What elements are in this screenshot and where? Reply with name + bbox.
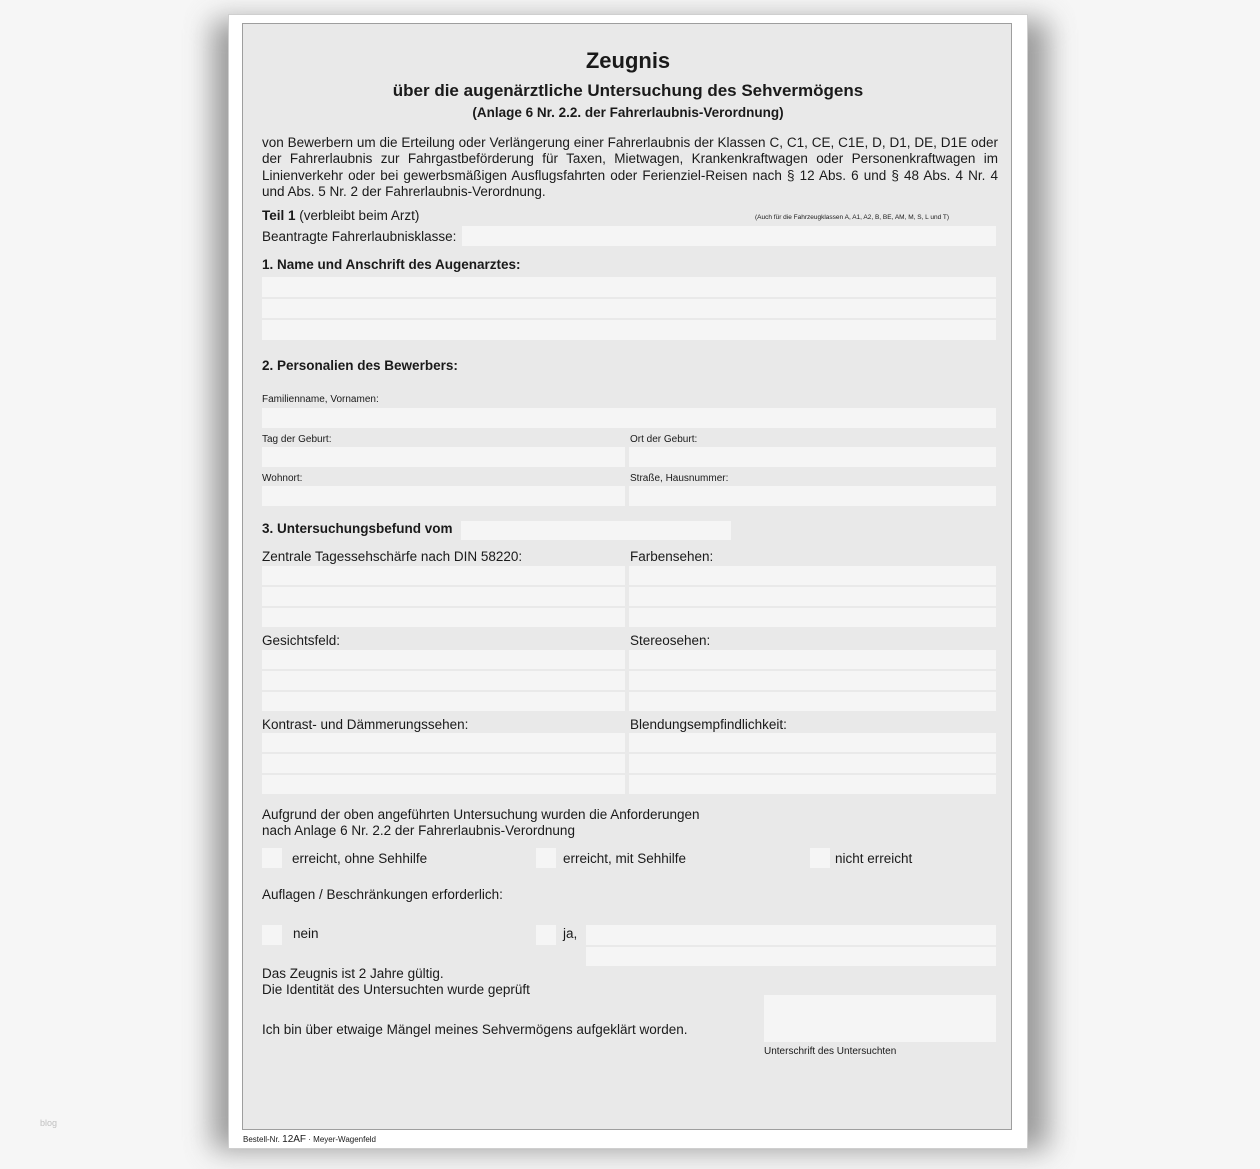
part-label: Teil 1 xyxy=(262,208,296,223)
contrast-line-1[interactable] xyxy=(262,733,625,752)
exam-date-field[interactable] xyxy=(461,521,731,540)
publisher-name: · Meyer-Wagenfeld xyxy=(308,1135,377,1144)
option-with-glasses-label: erreicht, mit Sehhilfe xyxy=(563,851,687,866)
street-field[interactable] xyxy=(629,486,996,506)
checkbox-restrictions-no[interactable] xyxy=(262,925,282,945)
pob-label: Ort der Geburt: xyxy=(630,434,698,445)
acuity-line-2[interactable] xyxy=(262,587,625,606)
visual-field-line-3[interactable] xyxy=(262,692,625,711)
order-number-prefix: Bestell-Nr. xyxy=(243,1135,280,1144)
checkbox-without-glasses[interactable] xyxy=(262,848,282,868)
restrictions-question: Auflagen / Beschränkungen erforderlich: xyxy=(262,887,503,902)
glare-line-2[interactable] xyxy=(629,754,996,773)
checkbox-not-met[interactable] xyxy=(810,848,830,868)
stereo-vision-line-1[interactable] xyxy=(629,650,996,669)
option-without-glasses-label: erreicht, ohne Sehhilfe xyxy=(292,851,428,866)
ophthalmologist-line-2[interactable] xyxy=(262,299,996,318)
acuity-line-3[interactable] xyxy=(262,608,625,627)
visual-field-line-2[interactable] xyxy=(262,671,625,690)
visual-field-line-1[interactable] xyxy=(262,650,625,669)
form-reference: (Anlage 6 Nr. 2.2. der Fahrerlaubnis-Verordnung) xyxy=(472,105,784,120)
section2-heading: 2. Personalien des Bewerbers: xyxy=(262,358,458,373)
acuity-line-1[interactable] xyxy=(262,566,625,585)
restrictions-line-2[interactable] xyxy=(586,947,996,966)
requirements-line-2: nach Anlage 6 Nr. 2.2 der Fahrerlaubnis-Verordnung xyxy=(262,823,575,838)
form-title: Zeugnis xyxy=(585,48,671,73)
declaration-text: Ich bin über etwaige Mängel meines Sehvermögens aufgeklärt worden. xyxy=(262,1022,688,1037)
checkbox-with-glasses[interactable] xyxy=(536,848,556,868)
blog-watermark: blog xyxy=(40,1118,58,1128)
ophthalmologist-line-1[interactable] xyxy=(262,277,996,297)
glare-line-3[interactable] xyxy=(629,775,996,794)
ophthalmologist-line-3[interactable] xyxy=(262,320,996,340)
color-vision-line-3[interactable] xyxy=(629,608,996,627)
dob-label: Tag der Geburt: xyxy=(262,434,332,445)
pob-field[interactable] xyxy=(629,447,996,467)
glare-label: Blendungsempfindlichkeit: xyxy=(630,717,787,732)
applicant-name-field[interactable] xyxy=(262,408,996,428)
contrast-line-3[interactable] xyxy=(262,775,625,794)
color-vision-line-2[interactable] xyxy=(629,587,996,606)
restrictions-line-1[interactable] xyxy=(586,925,996,945)
signature-field[interactable] xyxy=(764,995,996,1042)
stereo-vision-line-3[interactable] xyxy=(629,692,996,711)
dob-field[interactable] xyxy=(262,447,625,467)
requirements-line-1: Aufgrund der oben angeführten Untersuchung wurden die Anforderungen xyxy=(262,807,700,822)
option-not-met-label: nicht erreicht xyxy=(835,851,913,866)
signature-label: Unterschrift des Untersuchten xyxy=(764,1046,897,1057)
name-label: Familienname, Vornamen: xyxy=(262,394,379,405)
validity-line-2: Die Identität des Untersuchten wurde geprüft xyxy=(262,982,530,997)
contrast-label: Kontrast- und Dämmerungssehen: xyxy=(262,717,469,732)
acuity-label: Zentrale Tagessehschärfe nach DIN 58220: xyxy=(262,549,523,564)
glare-line-1[interactable] xyxy=(629,733,996,752)
stereo-vision-label: Stereosehen: xyxy=(630,633,711,648)
restrictions-no-label: nein xyxy=(293,926,319,941)
part-note: (verbleibt beim Arzt) xyxy=(299,208,420,223)
vehicle-classes-note: (Auch für die Fahrzeugklassen A, A1, A2, B, BE, AM, M, S, L und T) xyxy=(755,214,950,221)
order-number-footer xyxy=(243,1134,376,1145)
restrictions-yes-label: ja, xyxy=(563,926,578,941)
contrast-line-2[interactable] xyxy=(262,754,625,773)
license-class-label: Beantragte Fahrerlaubnisklasse: xyxy=(262,229,457,244)
license-class-field[interactable] xyxy=(462,226,996,246)
form-subtitle: über die augenärztliche Untersuchung des Sehvermögens xyxy=(392,81,864,100)
order-number: 12AF xyxy=(282,1134,307,1145)
color-vision-line-1[interactable] xyxy=(629,566,996,585)
residence-field[interactable] xyxy=(262,486,625,506)
street-label: Straße, Hausnummer: xyxy=(630,473,729,484)
stereo-vision-line-2[interactable] xyxy=(629,671,996,690)
residence-label: Wohnort: xyxy=(262,473,303,484)
intro-paragraph: von Bewerbern um die Erteilung oder Verlängerung einer Fahrerlaubnis der Klassen C, C1, CE, C1E, D, D1, DE, D1E oder der Fahrerlaubnis zur Fahrgastbeförderung für Taxen, Mietwagen, Krankenkraftwagen oder Personenkraftwagen im Linienverkehr oder bei gewerbsmäßigen Ausflugsfahrten oder Ferienziel-Reisen nach § 12 Abs. 6 und § 48 Abs. 4 Nr. 4 und Abs. 5 Nr. 2 der Fahrerlaubnis-Verordnung. xyxy=(262,135,998,199)
color-vision-label: Farbensehen: xyxy=(630,549,714,564)
checkbox-restrictions-yes[interactable] xyxy=(536,925,556,945)
validity-line-1: Das Zeugnis ist 2 Jahre gültig. xyxy=(262,966,444,981)
section1-heading: 1. Name und Anschrift des Augenarztes: xyxy=(262,257,521,272)
section3-heading: 3. Untersuchungsbefund vom xyxy=(262,521,453,536)
visual-field-label: Gesichtsfeld: xyxy=(262,633,341,648)
certificate-form xyxy=(242,23,1012,1130)
part-heading xyxy=(262,208,419,223)
